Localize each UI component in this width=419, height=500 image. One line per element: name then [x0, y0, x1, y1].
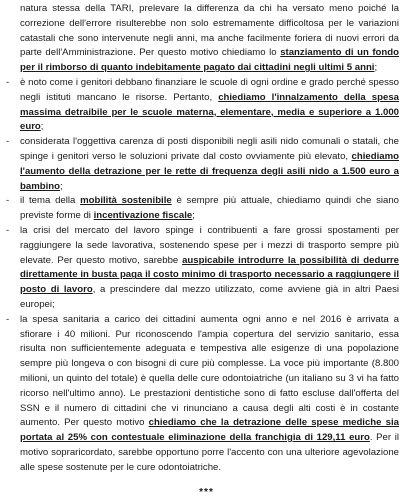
- bullet-dash: -: [6, 194, 12, 209]
- section-separator: ***: [14, 486, 399, 500]
- body-text: . Per il motivo sopraricordato, sarebbe opportuno porre l'accento con una ulteriore agevolazione alle spese sostenute per le cure odontoiatriche.: [20, 432, 399, 473]
- proposal-list: [14, 2, 399, 476]
- bullet-dash: -: [6, 135, 12, 150]
- body-text: natura stessa della TARI, prelevare la differenza da chi ha versato meno poiché la correzione dell'errore risulterebbe non solo estremamente difficoltosa per le variazioni catastali che sono intervenute negli anni, ma anche facilmente foriera di nuovi errori da parte dell'Amministrazione. Per questo motivo chiediamo lo: [20, 3, 399, 58]
- body-text: ;: [60, 181, 63, 192]
- body-text: considerata l'oggettiva carenza di posti disponibili negli asili nido comunali o statali, che spinge i genitori verso le soluzioni private dal costo ovviamente più elevato,: [20, 136, 399, 162]
- body-text: , a prescindere dal mezzo utilizzato, come avviene già in altri Paesi europei;: [20, 284, 399, 310]
- highlighted-request: mobilità sostenibile: [80, 195, 172, 206]
- highlighted-request: chiediamo che la detrazione delle spese mediche sia portata al 25% con contestuale eliminazione della franchigia di 129,11 euro: [20, 417, 399, 443]
- body-text: è noto come i genitori debbano finanziare le scuole di ogni ordine e grado perché spesso negli istituti mancano le risorse. Pertanto,: [20, 77, 399, 103]
- body-text: è sempre più attuale, chiediamo quindi che siano previste forme di: [20, 195, 399, 221]
- bullet-dash: -: [6, 224, 12, 239]
- highlighted-request: chiediamo l'innalzamento della spesa massima detraibile per le scuole materna, elementare, media e superiore a 1.000 euro: [20, 92, 399, 133]
- highlighted-request: auspicabile introdurre la possibilità di dedurre direttamente in busta paga il costo minimo di trasporto necessario a raggiungere il posto di lavoro: [20, 255, 399, 296]
- body-text: ;: [192, 210, 195, 221]
- proposal-item: [14, 313, 399, 476]
- body-text: ;: [41, 121, 44, 132]
- proposal-item: [14, 135, 399, 194]
- proposal-item: [14, 2, 399, 76]
- highlighted-request: stanziamento di un fondo per il rimborso di quanto indebitamente pagato dai cittadini negli ultimi 5 anni: [20, 47, 399, 73]
- proposal-item: [14, 194, 399, 224]
- body-text: la crisi del mercato del lavoro spinge i contribuenti a fare grossi spostamenti per raggiungere la sede lavorativa, sostenendo spese per i mezzi di trasporto sempre più elevate. Per questo motivo, sarebbe: [20, 225, 399, 266]
- highlighted-request: chiediamo l'aumento della detrazione per le rette di frequenza degli asili nido a 1.500 euro a bambino: [20, 151, 399, 192]
- proposal-item: [14, 76, 399, 135]
- proposal-item: [14, 224, 399, 313]
- body-text: la spesa sanitaria a carico dei cittadini aumenta ogni anno e nel 2016 è arrivata a sfiorare i 40 milioni. Pur riconoscendo l'ampia copertura del servizio sanitario, essa risulta non sufficientemente adeguata e tempestiva alle esigenze di una popolazione sempre più longeva o con bisogni di cure più complesse. La voce più importante (8.800 milioni, un quinto del totale) è quella delle cure odontoiatriche (un italiano su 3 vi ha fatto ricorso nell'ultimo anno). Le prestazioni dentistiche sono di fatto escluse dall'offerta del SSN e il numero di cittadini che vi rinunciano a causa degli alti costi è in costante aumento. Per questo motivo: [20, 314, 399, 429]
- bullet-dash: -: [6, 313, 12, 328]
- highlighted-request: incentivazione fiscale: [94, 210, 193, 221]
- body-text: ;: [374, 62, 377, 73]
- body-text: il tema della: [20, 195, 80, 206]
- bullet-dash: -: [6, 76, 12, 91]
